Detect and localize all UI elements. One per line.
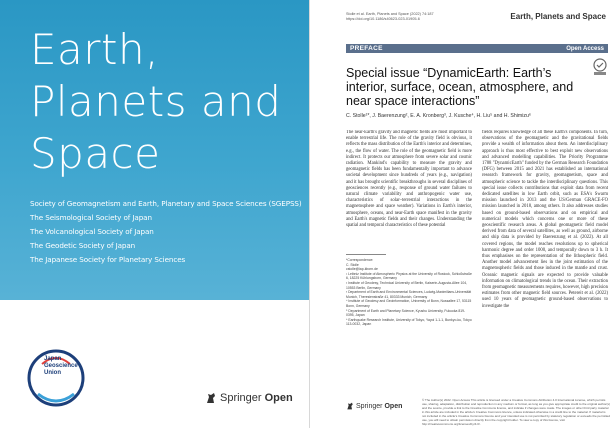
footnote-line: *Correspondence: bbox=[346, 258, 374, 262]
check-for-updates-icon[interactable] bbox=[592, 58, 608, 76]
society-item: The Seismological Society of Japan bbox=[30, 213, 152, 222]
footnote-line: ⁶ Earthquake Research Institute, University of Tokyo, Yayoi 1-1-1, Bunkyo-ku, Tokyo 113-0032, Japan bbox=[346, 317, 472, 327]
footnote-line: ⁴ Institute of Geodesy and Geoinformation, University of Bonn, Nussallee 17, 53115 Bonn, Germany bbox=[346, 299, 472, 308]
jgu-logo-icon bbox=[26, 342, 86, 416]
publisher-open: Open bbox=[264, 392, 293, 404]
cover-title-line: Space bbox=[30, 129, 161, 178]
article-title: Special issue “DynamicEarth: Earth’s interior, surface, ocean, atmosphere, and near space interactions” bbox=[346, 66, 574, 108]
footnote-divider bbox=[346, 254, 386, 255]
springer-open-logo bbox=[205, 392, 293, 404]
open-access-label: Open Access bbox=[566, 45, 604, 52]
footnote-line[interactable]: cstolle@iap-kborn.de bbox=[346, 267, 378, 272]
license-text: © The Author(s) 2022. Open Access This article is licensed under a Creative Commons Attribution 4.0 International License, which permits use, sharing, adaptation, distribution and reproduction in any medium or format, as long as you give appropriate credit to the original author(s) and the source, provide a link to the Creative Commons licence, and indicate if changes were made. The images or other third party material in this article are included in the article's Creative Commons licence, unless indicated otherwise in a credit line to the material. If material is not included in the article's Creative Commons licence and your intended use is not permitted by statutory regulation or exceeds the permitted use, you will need to obtain permission directly from the copyright holder. To view a copy of this licence, visit http://creativecommons.org/licenses/by/4.0/. bbox=[422, 398, 611, 426]
springer-horse-icon bbox=[346, 402, 354, 410]
society-item: The Geodetic Society of Japan bbox=[30, 241, 136, 250]
journal-name: Earth, Planets and Space bbox=[510, 12, 606, 21]
article-meta: Stolle et al. Earth, Planets and Space (2022) 74:187 https://doi.org/10.1186/s40623-023-01905-6 bbox=[346, 12, 434, 21]
footnote-line: C. Stolle bbox=[346, 262, 359, 267]
body-column-left: The near-Earth's gravity and magnetic fields are most important to enable terrestrial life. The role of the gravity field is obvious, it reflects the mass distribution of the Earth's interior and determines, e.g., the flow of water. The role of the geomagnetic field is more indirect. It protects our atmosphere from severe solar and cosmic radiation. Mankind's capability to measure the gravity and geomagnetic fields has been fundamentally important to advance societal development since hundreds of years (e.g., navigation) and it has brought scientific breakthroughs in several disciplines of geosciences recently (e.g., response of ground water failures to natural climate variability and anthropogenic water use, characteristics of solar–terrestrial interactions in the magnetosphere and space weather). Variations in Earth's interior, atmosphere, oceans, and near-Earth space manifest in the gravity and Earth's magnetic fields and their changes. Understanding the spatial and temporal characteristics of these potential bbox=[346, 130, 472, 229]
footnote-line: ¹ Leibniz Institute of Atmospheric Physics at the University of Rostock, Schloßstraße 6, 18225 Kühlungsborn, Germany bbox=[346, 271, 472, 281]
cover-title bbox=[30, 24, 300, 180]
publisher-name: Springer bbox=[220, 392, 262, 404]
society-item: Society of Geomagnetism and Earth, Planetary and Space Sciences (SGEPSS) bbox=[30, 199, 302, 208]
body-column-right: fields requires knowledge of all these Earth's components. In turn, observations of the geomagnetic and the gravitational fields provide a wealth of information about them. An interdisciplinary approach is thus most effective to best exploit new observations and advanced modelling capabilities. The Priority Programme 1788 "DynamicEarth" funded by the German Research Foundation (DFG) between 2015 and 2021 has established an international research framework for gravity, geomagnetism, space and atmospheric science to tackle the interdisciplinary questions. This special issue collects contributions that exploit data from recent dedicated satellites in low Earth orbit, such as ESA's Swarm mission launched in 2013 and the US/German GRACE-FO mission launched in 2018, among others. It also addresses studies based on ground-based observations and on empirical and numerical models which concerns one or more of these geoscientific research areas. A global geomagnetic field model derived from data of several satellites, as well as ground, airborne and ship data is provided by Baerenzung et al. (2022). At all covered regions, the model reaches resolutions up to spherical harmonic degree and order 1000, and temporally down to 3 h. It thus emphasises on the representation of the lithospheric field. Another model advancement lies in the joint estimation of the magnetospheric fields and those induced in the mantle and crust. Oceanic magnetic signals are expected to provide valuable information on climatological trends in the ocean. Their extraction from geomagnetic measurements requires, however, high precision estimates from other magnetic field sources. Petereit et al. (2022) used 10 years of geomagnetic ground-based observations to investigate the bbox=[482, 130, 608, 309]
society-item: The Japanese Society for Planetary Sciences bbox=[30, 255, 186, 264]
footnote-line: ⁵ Department of Earth and Planetary Science, Kyushu University, Fukuoka 819-0395, Japan bbox=[346, 308, 466, 318]
section-bar bbox=[346, 44, 608, 53]
society-item: The Volcanological Society of Japan bbox=[30, 227, 154, 236]
jgu-logo-text: Japan Geoscience Union bbox=[44, 356, 78, 376]
article-page bbox=[309, 0, 616, 428]
cover-title-line: Earth, bbox=[30, 25, 159, 74]
affiliation-footnotes bbox=[346, 258, 472, 327]
cover-title-line: Planets and bbox=[30, 77, 282, 126]
author-list: C. Stolle¹*, J. Baerenzung², E. A. Kronberg³, J. Kusche⁴, H. Liu⁵ and H. Shimizu⁶ bbox=[346, 113, 531, 119]
section-label: PREFACE bbox=[350, 45, 383, 52]
publisher-open: Open bbox=[384, 402, 403, 410]
footnote-line: ³ Department of Earth and Environmental Sciences, Ludwig-Maximilians-Universität Munich, Theresienstraße 41, 80333 Munich, Germany bbox=[346, 290, 472, 299]
footnote-line: ² Institute of Geodesy, Technical University of Berlin, Kaiserin-Augusta-Allee 104, 10553 Berlin, Germany bbox=[346, 280, 468, 290]
publisher-name: Springer bbox=[356, 402, 383, 410]
springer-horse-icon bbox=[205, 392, 217, 404]
society-list bbox=[30, 197, 305, 267]
springer-open-logo-small bbox=[346, 402, 402, 410]
